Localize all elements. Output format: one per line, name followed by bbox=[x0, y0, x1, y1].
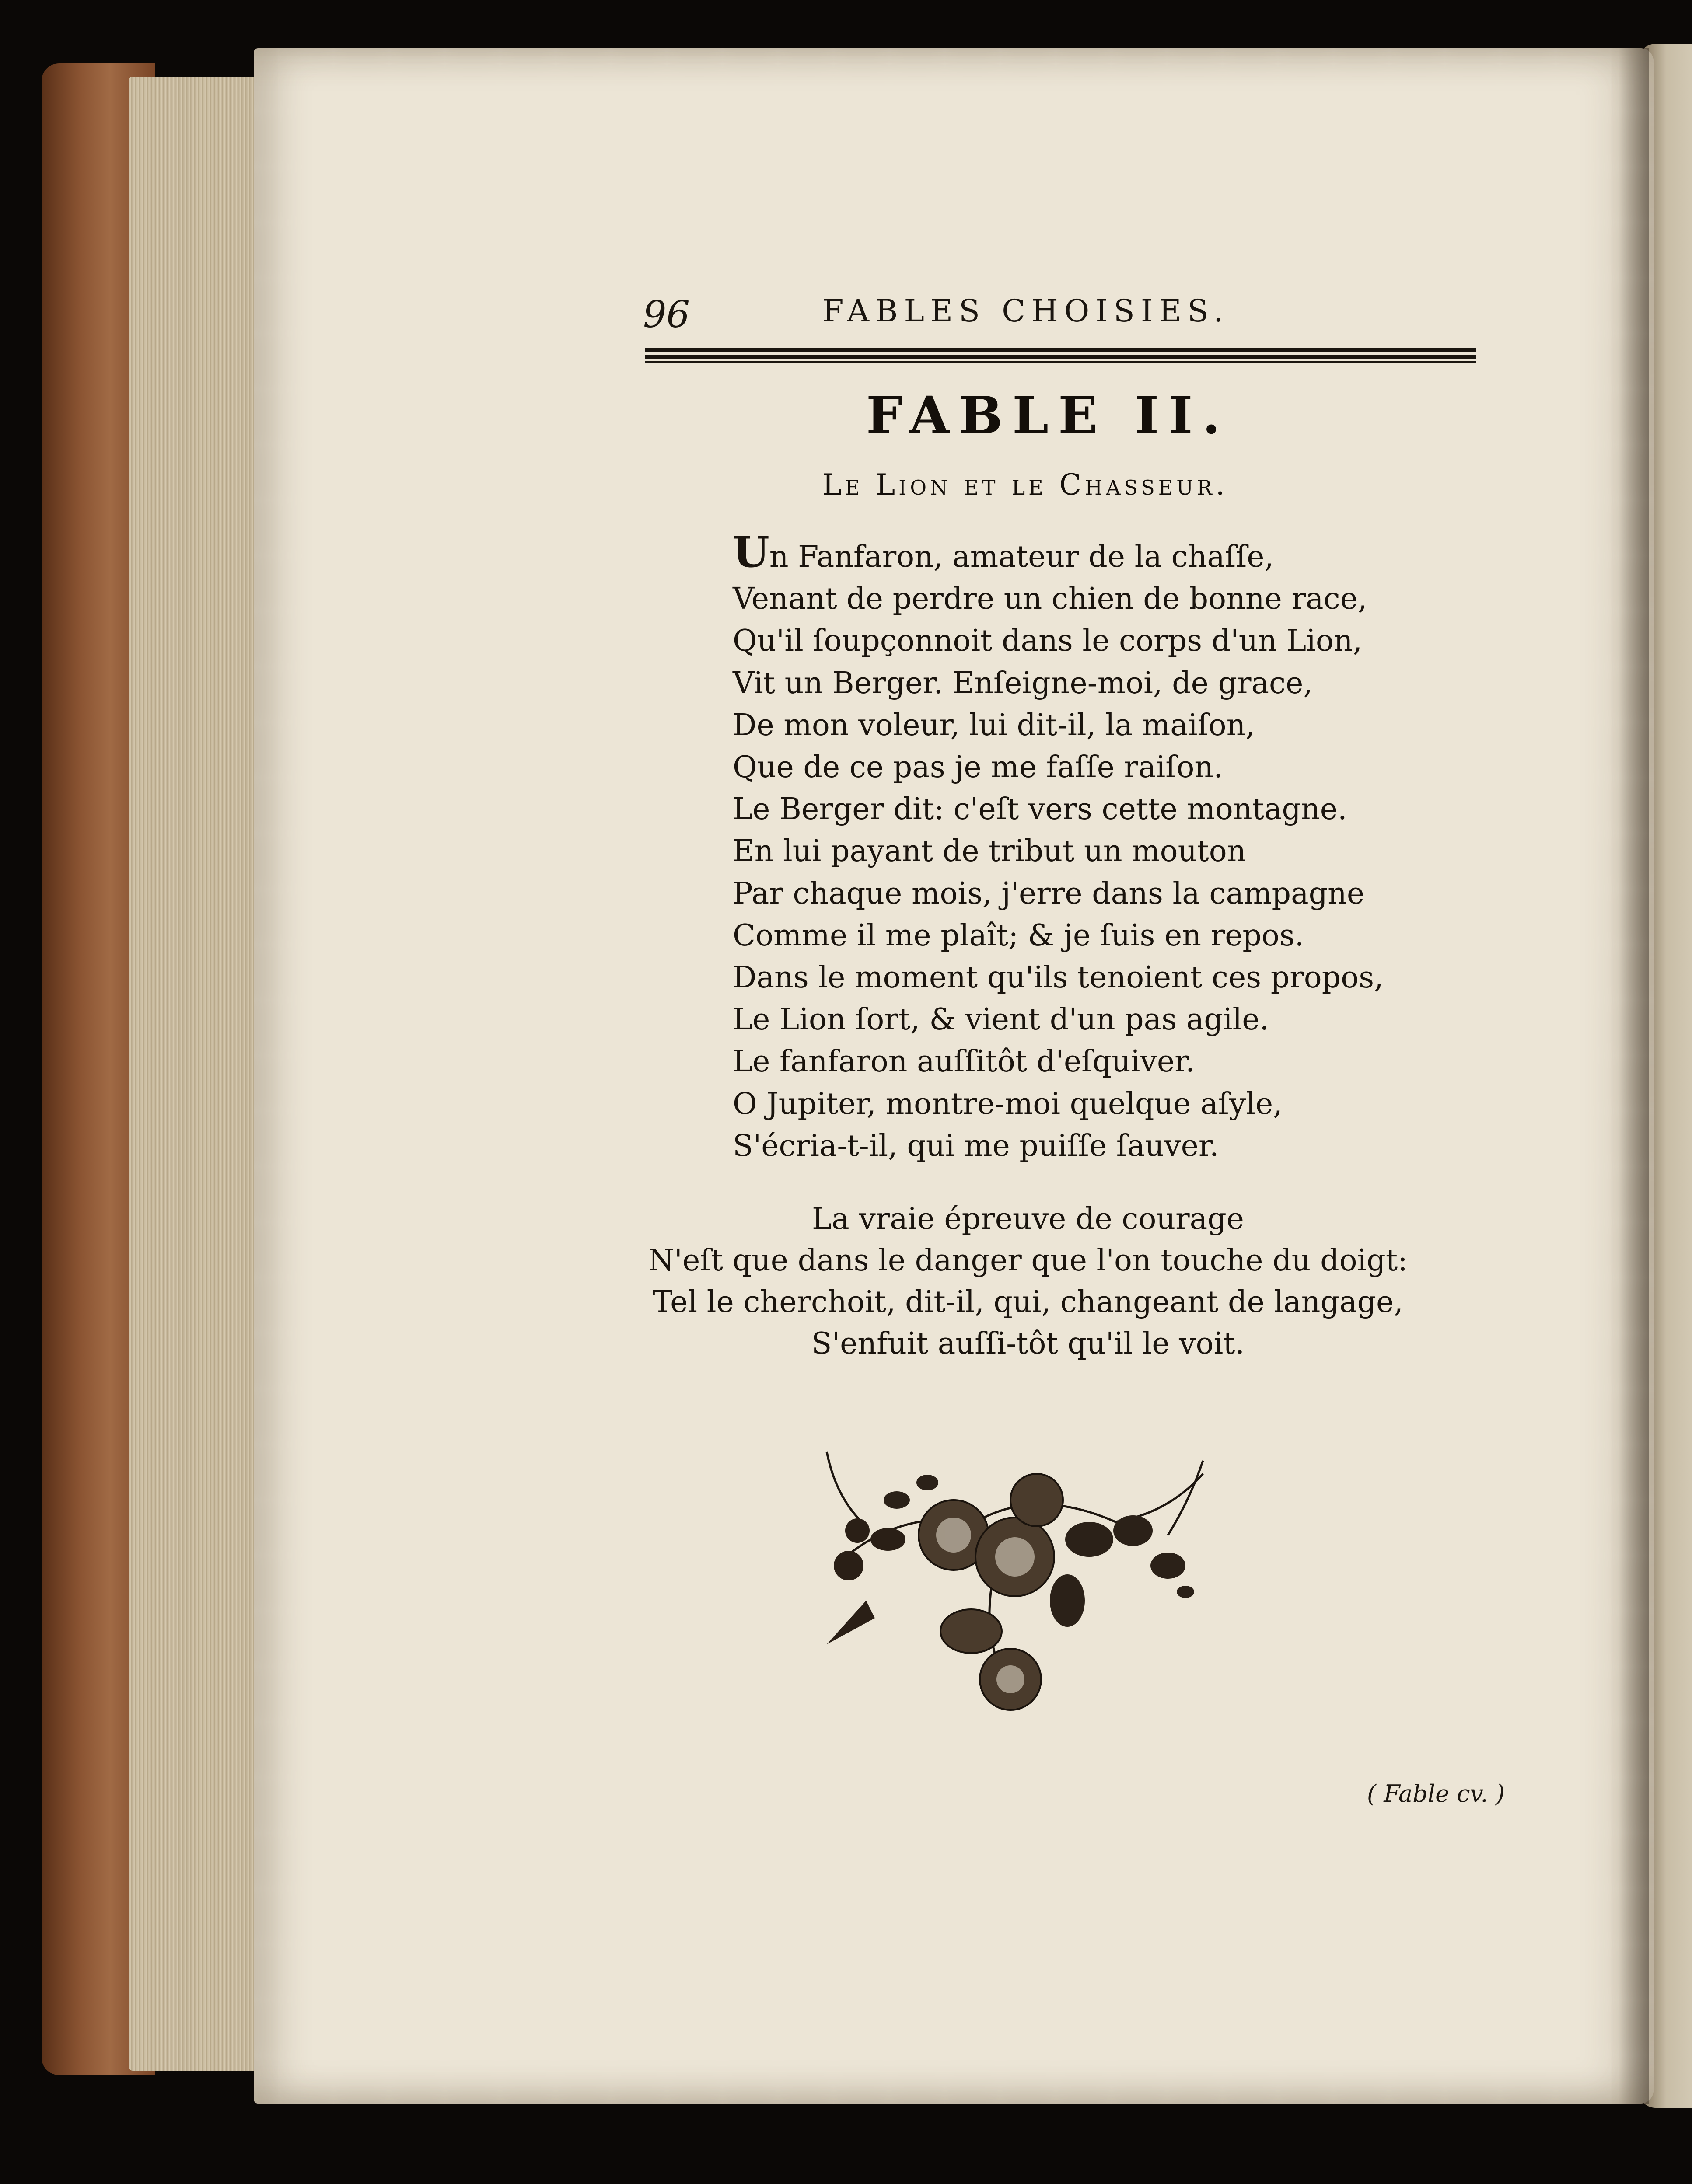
verse-line: Vit un Berger. Enſeigne-moi, de grace, bbox=[733, 666, 1313, 701]
verse-line: Un Fanfaron, amateur de la chaſſe, bbox=[733, 527, 1274, 577]
header-rule bbox=[645, 361, 1476, 363]
header-rule bbox=[645, 355, 1476, 359]
page-number: 96 bbox=[643, 293, 690, 336]
floral-bouquet-icon bbox=[809, 1434, 1216, 1714]
moral-line: N'eſt que dans le danger que l'on touche du doigt: bbox=[648, 1243, 1408, 1278]
fable-verse bbox=[733, 527, 1384, 1167]
verse-line: Venant de perdre un chien de bonne race, bbox=[733, 582, 1367, 617]
moral-line: S'enfuit auſſi-tôt qu'il le voit. bbox=[811, 1326, 1245, 1361]
verse-line: Le Lion ſort, & vient d'un pas agile. bbox=[733, 1002, 1269, 1037]
fable-title: FABLE II. bbox=[866, 385, 1230, 446]
moral-line: Tel le cherchoit, dit-il, qui, changeant de langage, bbox=[653, 1285, 1403, 1319]
fable-moral bbox=[647, 1198, 1409, 1364]
verse-line: Qu'il ſoupçonnoit dans le corps d'un Lion, bbox=[733, 624, 1363, 659]
header-rule bbox=[645, 348, 1476, 352]
verse-line: Le Berger dit: c'eſt vers cette montagne. bbox=[733, 792, 1347, 827]
verse-line: S'écria-t-il, qui me puiſſe ſauver. bbox=[733, 1128, 1219, 1163]
verse-line: Le fanfaron auſſitôt d'eſquiver. bbox=[733, 1044, 1195, 1079]
verse-line: Que de ce pas je me faſſe raiſon. bbox=[733, 750, 1223, 785]
verse-line: Dans le moment qu'ils tenoient ces propos, bbox=[733, 960, 1384, 995]
moral-line: La vraie épreuve de courage bbox=[812, 1202, 1244, 1236]
verse-line: En lui payant de tribut un mouton bbox=[733, 834, 1246, 869]
verse-line: Par chaque mois, j'erre dans la campagne bbox=[733, 876, 1365, 911]
verse-line: O Jupiter, montre-moi quelque aſyle, bbox=[733, 1086, 1283, 1121]
page-edges bbox=[129, 77, 260, 2071]
catchword: ( Fable cv. ) bbox=[1367, 1780, 1505, 1807]
running-title: FABLES CHOISIES. bbox=[822, 293, 1230, 329]
verse-line: Comme il me plaît; & je ſuis en repos. bbox=[733, 918, 1304, 953]
verse-line: De mon voleur, lui dit-il, la maiſon, bbox=[733, 708, 1255, 743]
page-gutter-shadow bbox=[1619, 48, 1649, 2104]
fable-subtitle: Le Lion et le Chasseur. bbox=[822, 468, 1228, 502]
